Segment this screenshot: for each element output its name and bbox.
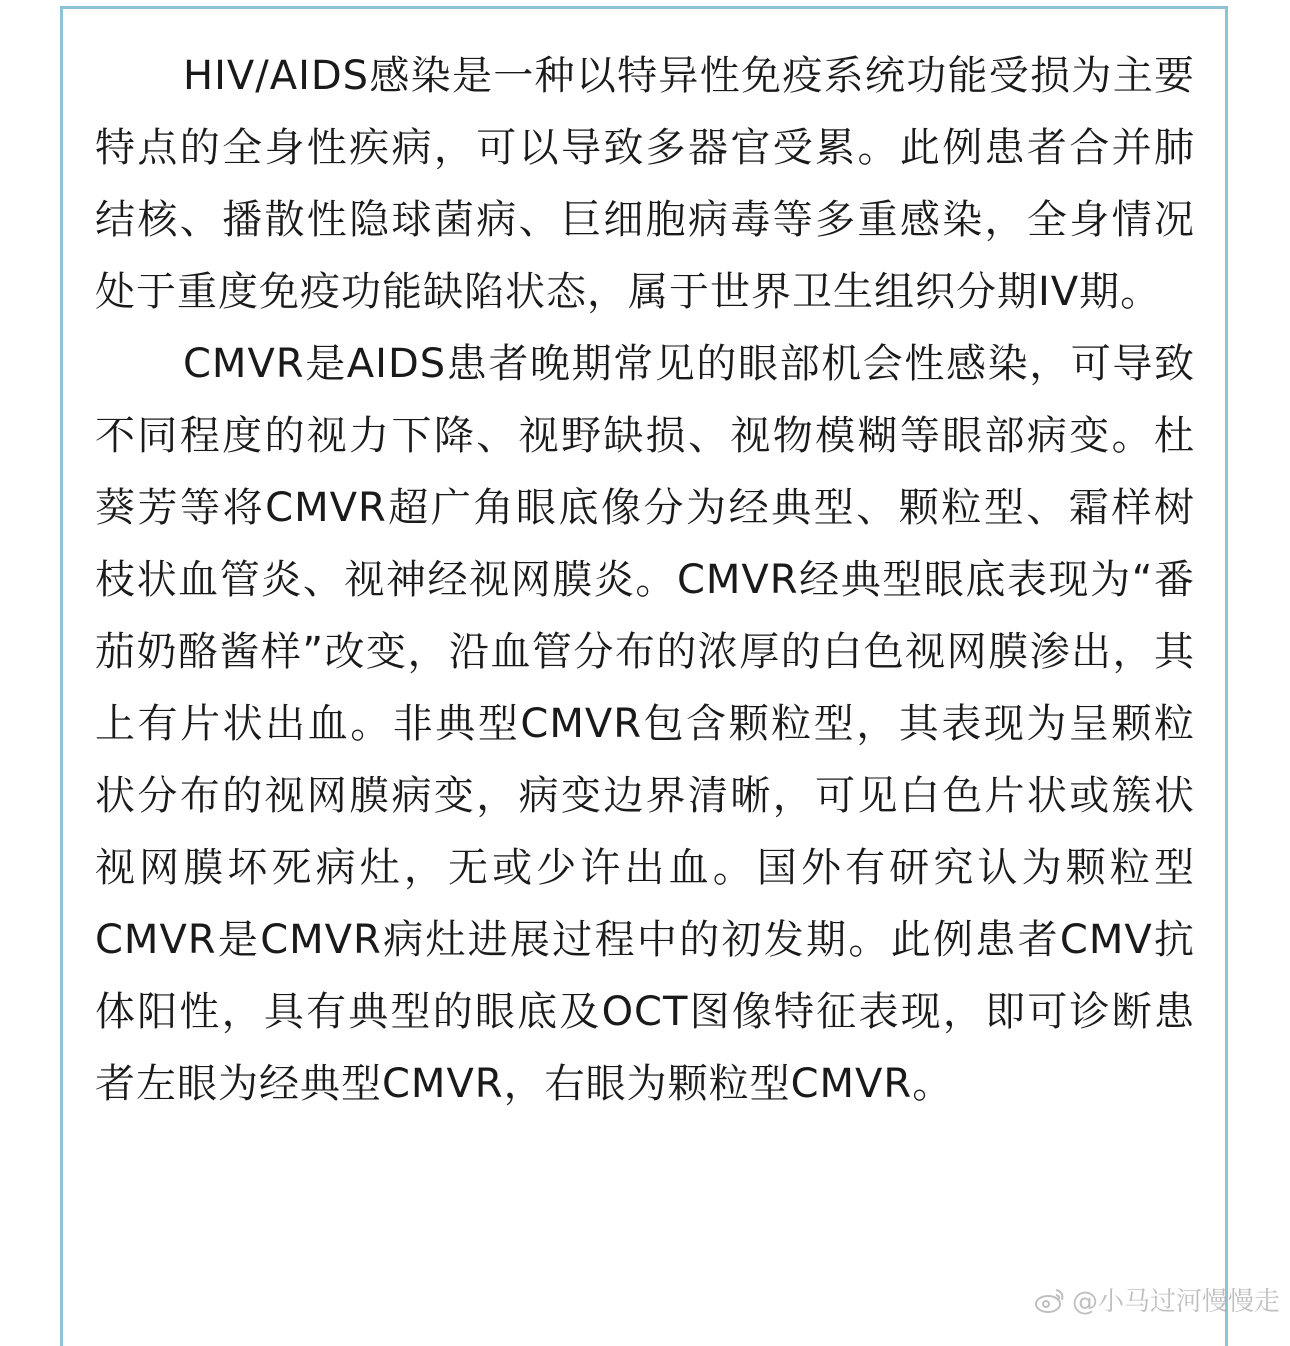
paragraph-cmvr: CMVR是AIDS患者晚期常见的眼部机会性感染，可导致不同程度的视力下降、视野缺损、视物模糊等眼部病变。杜葵芳等将CMVR超广角眼底像分为经典型、颗粒型、霜样树枝状血管炎、视神经视网膜炎。CMVR经典型眼底表现为“番茄奶酪酱样”改变，沿血管分布的浓厚的白色视网膜渗出，其上有片状出血。非典型CMVR包含颗粒型，其表现为呈颗粒状分布的视网膜病变，病变边界清晰，可见白色片状或簇状视网膜坏死病灶，无或少许出血。国外有研究认为颗粒型CMVR是CMVR病灶进展过程中的初发期。此例患者CMV抗体阳性，具有典型的眼底及OCT图像特征表现，即可诊断患者左眼为经典型CMVR，右眼为颗粒型CMVR。 — [95, 341, 1195, 1107]
watermark-text: @小马过河慢慢走 — [1071, 1287, 1280, 1317]
watermark — [1032, 1281, 1280, 1318]
paragraph-hiv-aids: HIV/AIDS感染是一种以特异性免疫系统功能受损为主要特点的全身性疾病，可以导致多器官受累。此例患者合并肺结核、播散性隐球菌病、巨细胞病毒等多重感染，全身情况处于重度免疫功能缺陷状态，属于世界卫生组织分期IV期。 — [95, 53, 1195, 315]
weibo-icon — [1032, 1282, 1068, 1318]
article-body — [95, 40, 1195, 1120]
